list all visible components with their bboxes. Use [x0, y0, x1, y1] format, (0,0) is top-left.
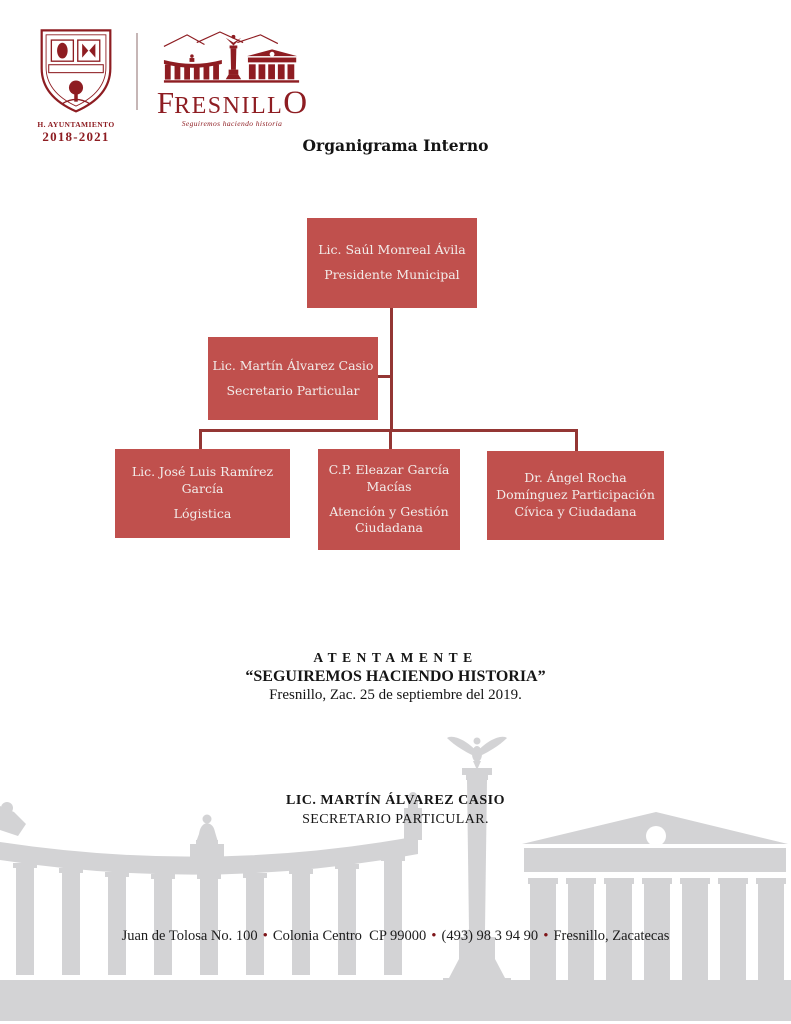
fresnillo-wordmark — [150, 85, 314, 121]
signature-block — [0, 793, 791, 828]
connector-secretario-stub — [378, 375, 391, 378]
footer-bullet: • — [262, 928, 268, 944]
footer-segment: Colonia Centro CP 99000 — [272, 928, 427, 944]
closing-salutation: ATENTAMENTE — [313, 650, 478, 665]
org-box-presidente-municipal — [307, 218, 477, 308]
org-box-line: Lic. Martín Álvarez Casio — [212, 357, 374, 373]
municipal-crest — [30, 26, 122, 145]
closing-slogan: “SEGUIREMOS HACIENDO HISTORIA” — [245, 668, 546, 685]
footer-segment: Fresnillo, Zacatecas — [553, 928, 670, 944]
closing-dateline: Fresnillo, Zac. 25 de septiembre del 2019. — [269, 687, 522, 703]
connector-drop-right — [575, 429, 578, 452]
crest-period: 2018-2021 — [42, 129, 110, 144]
signature-name: LIC. MARTÍN ÁLVAREZ CASIO — [286, 793, 505, 808]
footer-segment: (493) 98 3 94 90 — [441, 928, 539, 944]
org-box-participacion-civica — [487, 451, 664, 540]
wordmark-initial: F — [156, 85, 175, 120]
closing-block — [0, 650, 791, 704]
org-box-line: C.P. Eleazar García Macías — [328, 461, 450, 494]
connector-presidente-down — [390, 308, 393, 432]
org-box-atencion-gestion — [318, 449, 460, 550]
org-box-logistica — [115, 449, 290, 538]
org-box-line: Lógistica — [173, 505, 232, 521]
fresnillo-logo — [150, 31, 314, 128]
logo-divider — [136, 33, 138, 110]
footer-bullet: • — [431, 928, 437, 944]
wordmark-final: O — [283, 85, 308, 121]
coat-of-arms-icon — [36, 26, 116, 114]
org-box-line: Lic. Saúl Monreal Ávila — [318, 242, 466, 258]
connector-drop-left — [199, 429, 202, 450]
monument-logo-icon — [157, 31, 307, 87]
connector-drop-middle — [389, 429, 392, 450]
footer-segment: Juan de Tolosa No. 100 — [121, 928, 258, 944]
logo-tagline: Seguiremos haciendo historia — [181, 118, 283, 128]
page-title: Organigrama Interno — [302, 136, 489, 155]
signature-title: SECRETARIO PARTICULAR. — [302, 812, 489, 827]
org-box-line: Dr. Ángel Rocha Domínguez Participación Cívica y Ciudadana — [496, 470, 655, 519]
org-box-secretario-particular — [208, 337, 378, 420]
org-box-line: Atención y Gestión Ciudadana — [329, 503, 449, 536]
page-footer — [0, 928, 791, 945]
org-box-line: Secretario Particular — [226, 382, 360, 398]
monument-watermark-icon — [0, 724, 791, 1024]
crest-caption: H. AYUNTAMIENTO — [37, 120, 115, 129]
org-box-line: Lic. José Luis Ramírez García — [131, 464, 274, 497]
footer-bullet: • — [543, 928, 549, 944]
wordmark-middle: RESNILL — [174, 93, 284, 119]
org-box-line: Presidente Municipal — [324, 267, 460, 282]
